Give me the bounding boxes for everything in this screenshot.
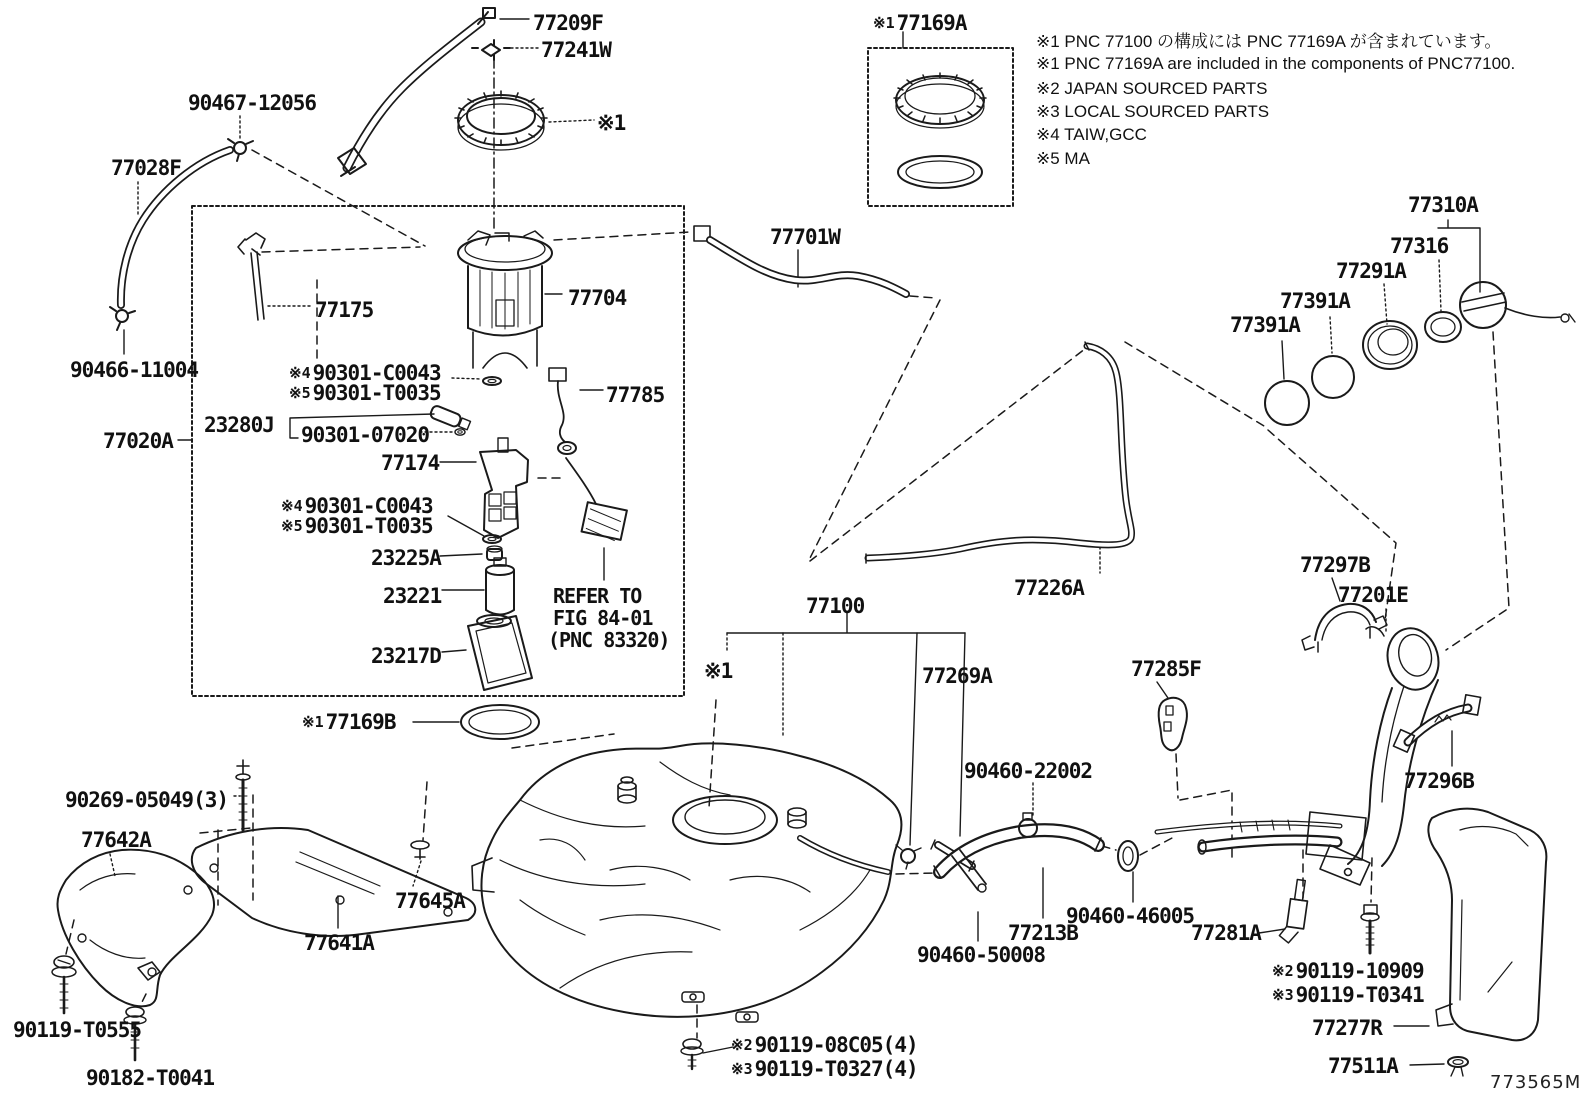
refer-note-line3: (PNC 83320) <box>548 628 670 652</box>
part-label-77209f[interactable]: 77209F <box>533 11 603 35</box>
bolt-90119-t0555-drawing <box>52 956 76 1013</box>
part-label-77201e[interactable]: 77201E <box>1338 583 1408 607</box>
valve-23280j-drawing <box>429 405 471 436</box>
breather-pipe-77226a-drawing <box>866 342 1132 563</box>
bolt-90119-10909-drawing <box>1361 905 1379 953</box>
part-label-77296b[interactable]: 77296B <box>1404 769 1474 793</box>
clip-77645a-drawing <box>411 841 429 859</box>
part-label-77785[interactable]: 77785 <box>606 383 665 407</box>
part-label-77226a[interactable]: 77226A <box>1014 576 1084 600</box>
cap-pad-77391a-drawing <box>1265 356 1354 425</box>
part-label-90119-08c05[interactable]: ※290119-08C05(4) <box>731 1033 918 1057</box>
hose-77213b-drawing <box>934 830 1101 878</box>
note-ref-4: ※4 <box>289 364 311 382</box>
note-line-1: ※1 PNC 77100 の構成には PNC 77169A が含まれています。 <box>1036 32 1502 51</box>
pump-bracket-77174-drawing <box>480 438 528 538</box>
part-label-90460-50008[interactable]: 90460-50008 <box>917 943 1046 967</box>
hose-77209f-drawing <box>338 8 495 176</box>
part-label-77291a[interactable]: 77291A <box>1336 259 1406 283</box>
fuel-filter-23217d-drawing <box>468 615 532 690</box>
refer-note-line2: FIG 84-01 <box>553 606 653 630</box>
symbol-label-1b[interactable]: ※1 <box>704 659 733 683</box>
part-label-77641a[interactable]: 77641A <box>304 931 374 955</box>
protector-77642a-drawing <box>57 850 214 1007</box>
sender-gauge-77785-drawing <box>549 368 576 454</box>
bracket-77285f-drawing <box>1159 698 1187 750</box>
part-label-77310a[interactable]: 77310A <box>1408 193 1478 217</box>
part-label-90119-t0327[interactable]: ※390119-T0327(4) <box>731 1057 918 1081</box>
part-label-77511a[interactable]: 77511A <box>1328 1054 1398 1078</box>
note-line-4: ※3 LOCAL SOURCED PARTS <box>1036 102 1270 121</box>
clamp-90460-46005-drawing <box>1118 841 1138 871</box>
note-line-3: ※2 JAPAN SOURCED PARTS <box>1036 79 1268 98</box>
part-label-77704[interactable]: 77704 <box>568 286 627 310</box>
lock-ring-drawing <box>455 91 547 150</box>
part-label-90119-t0555[interactable]: 90119-T0555 <box>13 1018 142 1042</box>
hose-77296b-drawing <box>1393 695 1480 752</box>
gasket-77316-drawing <box>1425 312 1461 342</box>
part-label-90119-t0341[interactable]: ※390119-T0341 <box>1272 983 1424 1007</box>
figure-code: 773565M <box>1490 1072 1582 1093</box>
part-label-90460-22002[interactable]: 90460-22002 <box>964 759 1093 783</box>
part-label-90301-t0035-upper[interactable]: ※590301-T0035 <box>289 381 441 405</box>
part-label-90119-10909[interactable]: ※290119-10909 <box>1272 959 1424 983</box>
leader-lines <box>110 19 1480 1065</box>
part-label-23225a[interactable]: 23225A <box>371 546 441 570</box>
screw-tank-mount-drawing <box>681 1039 703 1069</box>
screw-90182-t0041-drawing <box>124 962 160 1060</box>
part-label-77241w[interactable]: 77241W <box>541 38 611 62</box>
part-label-90301-t0035-lower[interactable]: ※590301-T0035 <box>281 514 433 538</box>
part-label-90301-c0043-lower[interactable]: ※490301-C0043 <box>281 494 433 518</box>
valve-77281a-drawing <box>1279 878 1311 945</box>
part-label-77645a[interactable]: 77645A <box>395 889 465 913</box>
part-label-77213b[interactable]: 77213B <box>1008 921 1078 945</box>
part-77241w-drawing <box>472 40 510 60</box>
inset-box-77169a-drawing <box>868 48 1013 206</box>
part-label-77028f[interactable]: 77028F <box>111 156 181 180</box>
fuel-tank-77100-drawing <box>472 743 901 1022</box>
clamp-77297b-drawing <box>1302 604 1387 652</box>
bolt-90269-drawing <box>236 760 250 830</box>
part-label-77169b[interactable]: ※177169B <box>302 710 396 734</box>
fuel-gauge-rod-77175-drawing <box>238 233 265 320</box>
part-label-77269a[interactable]: 77269A <box>922 664 992 688</box>
washer-90301-lower-drawing <box>483 535 501 543</box>
fuel-suction-plate-77704-drawing <box>458 231 552 368</box>
part-label-23280j[interactable]: 23280J <box>204 413 274 437</box>
note-line-6: ※5 MA <box>1036 149 1090 168</box>
part-label-77391a-lower[interactable]: 77391A <box>1230 313 1300 337</box>
pedal-refer-drawing <box>566 458 627 542</box>
part-label-90467-12056[interactable]: 90467-12056 <box>188 91 317 115</box>
part-label-77100[interactable]: 77100 <box>806 594 865 618</box>
part-label-77174[interactable]: 77174 <box>381 451 440 475</box>
part-label-77285f[interactable]: 77285F <box>1131 657 1201 681</box>
part-label-90301-c0043-upper[interactable]: ※490301-C0043 <box>289 361 441 385</box>
clip-77511a-drawing <box>1448 1057 1468 1076</box>
part-label-90301-07020[interactable]: 90301-07020 <box>301 423 430 447</box>
part-label-90269-05049[interactable]: 90269-05049(3) <box>65 788 229 812</box>
note-line-2: ※1 PNC 77169A are included in the components of PNC77100. <box>1036 54 1516 73</box>
part-label-77316[interactable]: 77316 <box>1390 234 1449 258</box>
refer-note-line1: REFER TO <box>553 584 642 608</box>
protector-77641a-drawing <box>192 828 475 936</box>
fuel-cap-77310a-drawing <box>1460 282 1575 328</box>
washer-90301-upper-drawing <box>483 377 501 385</box>
part-label-90466-11004[interactable]: 90466-11004 <box>70 358 199 382</box>
part-label-77642a[interactable]: 77642A <box>81 828 151 852</box>
part-label-77020a[interactable]: 77020A <box>103 429 173 453</box>
part-label-90460-46005[interactable]: 90460-46005 <box>1066 904 1195 928</box>
part-label-23217d[interactable]: 23217D <box>371 644 441 668</box>
note-line-5: ※4 TAIW,GCC <box>1036 125 1147 144</box>
part-label-77175[interactable]: 77175 <box>315 298 374 322</box>
part-label-77297b[interactable]: 77297B <box>1300 553 1370 577</box>
part-label-77169a[interactable]: ※177169A <box>873 11 967 35</box>
part-label-23221[interactable]: 23221 <box>383 584 442 608</box>
note-ref-5: ※5 <box>289 384 311 402</box>
protector-77277r-drawing <box>1428 809 1546 1041</box>
part-label-90182-t0041[interactable]: 90182-T0041 <box>86 1066 215 1090</box>
part-label-77391a-upper[interactable]: 77391A <box>1280 289 1350 313</box>
fuel-pump-23221-drawing <box>486 558 514 615</box>
part-label-77701w[interactable]: 77701W <box>770 225 840 249</box>
part-label-77281a[interactable]: 77281A <box>1191 921 1261 945</box>
gasket-77169b-drawing <box>461 705 539 739</box>
part-label-77277r[interactable]: 77277R <box>1312 1016 1382 1040</box>
grommet-77291a-drawing <box>1363 321 1417 369</box>
symbol-label-1a[interactable]: ※1 <box>597 111 626 135</box>
